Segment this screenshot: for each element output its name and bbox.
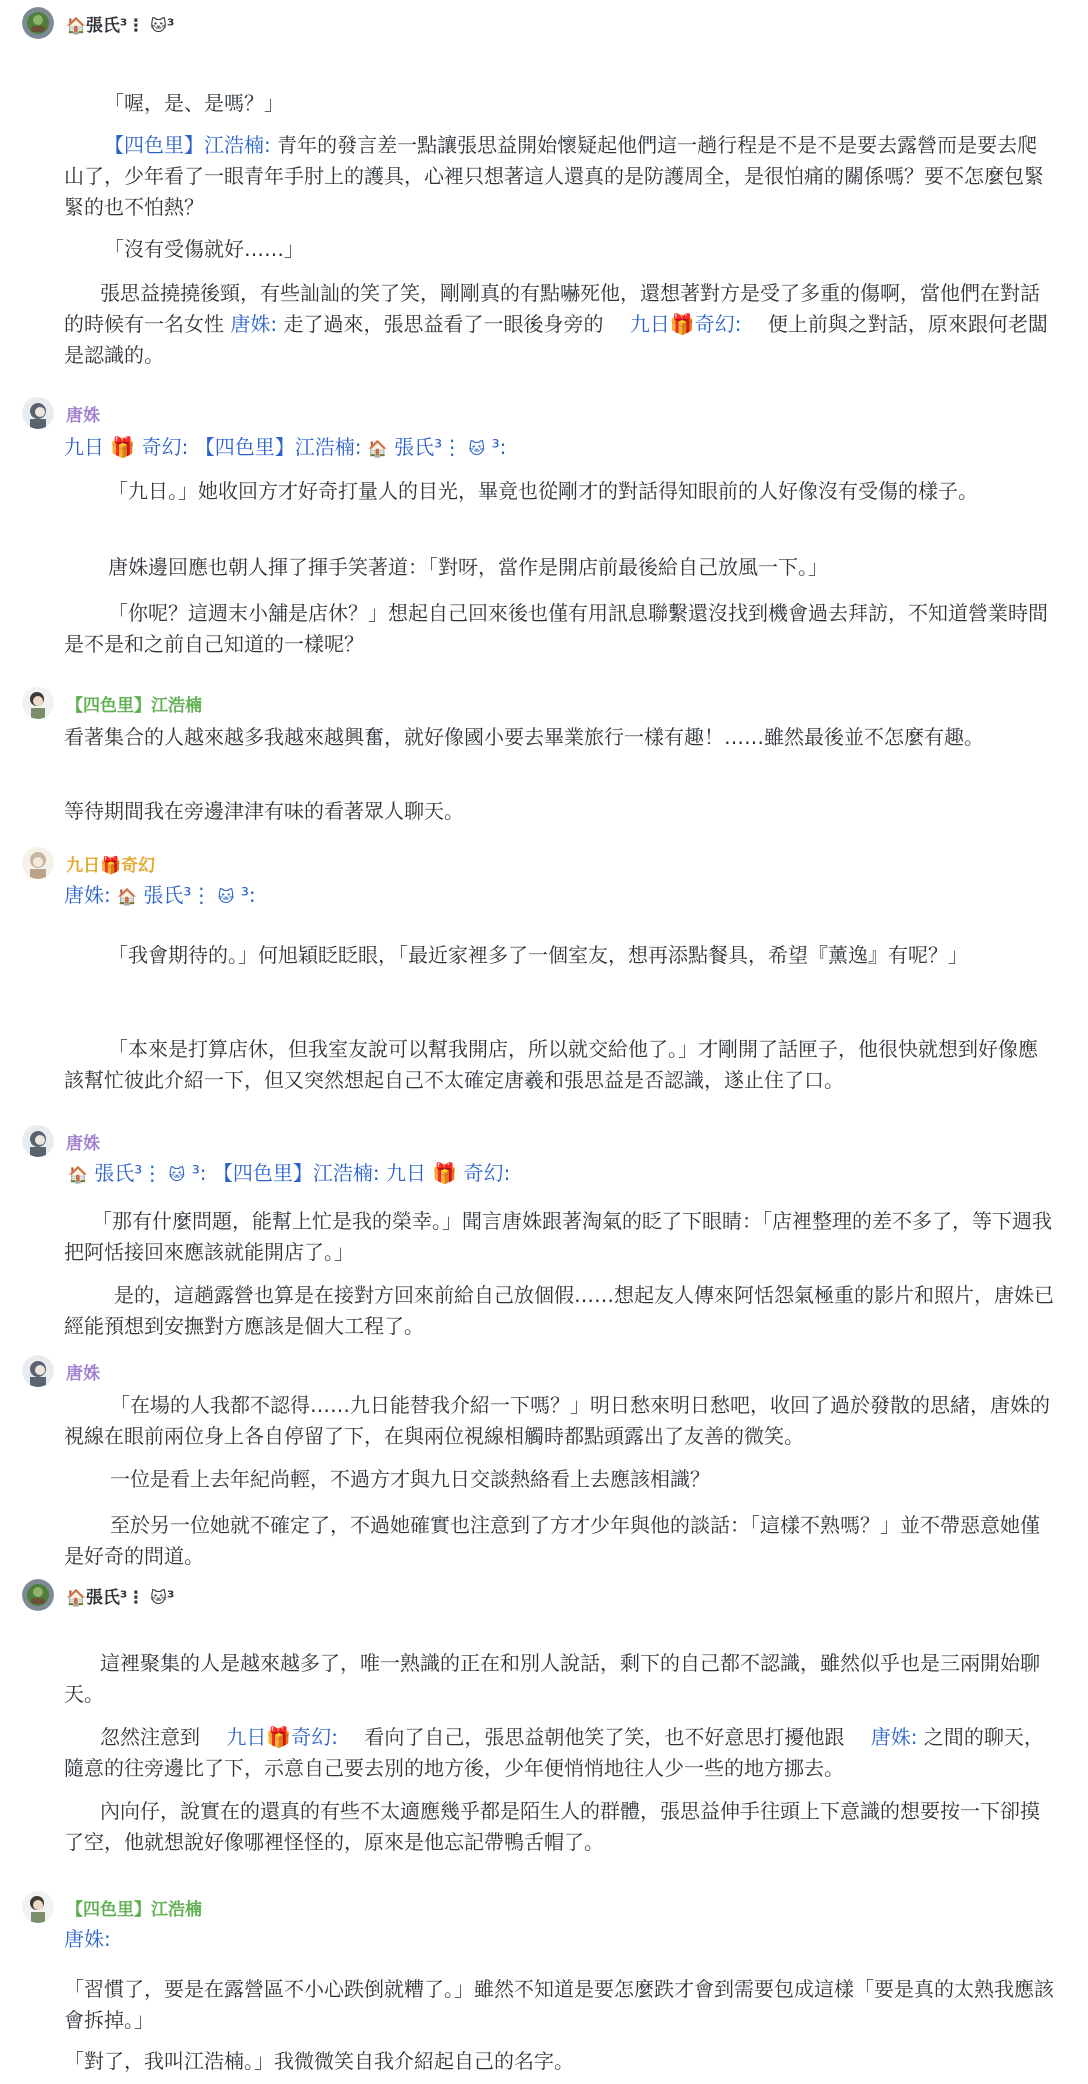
user-mention[interactable]: 唐姝:	[64, 883, 111, 907]
message-header	[22, 686, 202, 720]
user-mention[interactable]: 九日 🎁 奇幻:	[64, 435, 189, 459]
message-text: 這裡聚集的人是越來越多了，唯一熟識的正在和別人說話，剩下的自己都不認識，雖然似乎也是三兩開始聊天。	[64, 1651, 1040, 1706]
message-text: 唐姝邊回應也朝人揮了揮手笑著道：「對呀，當作是開店前最後給自己放風一下。」	[108, 555, 828, 579]
message-text: 等待期間我在旁邊津津有味的看著眾人聊天。	[64, 799, 464, 823]
reply-mentions	[64, 880, 1054, 912]
house-emoji: 🏠	[66, 15, 86, 35]
message-text: 忽然注意到 九日🎁奇幻: 看向了自己，張思益朝他笑了笑，也不好意思打擾他跟 唐姝: 之間的聊天，隨意的往旁邊比了下，示意自己要去別的地方後，少年便悄悄地往人少一些的地方挪去。	[64, 1725, 1044, 1780]
user-mention[interactable]: 唐姝:	[870, 1725, 918, 1749]
user-mention[interactable]: 【四色里】江浩楠:	[194, 435, 362, 459]
message-header	[22, 1354, 100, 1388]
avatar[interactable]	[22, 1125, 54, 1157]
message-text: 「喔，是、是嗎？」	[104, 91, 284, 115]
message-text: 「九日。」她收回方才好奇打量人的目光，畢竟也從剛才的對話得知眼前的人好像沒有受傷的樣子。	[108, 479, 978, 503]
user-mention[interactable]: 🏠 張氏³⋮ 🐱 ³:	[367, 435, 507, 459]
reply-mentions	[68, 1158, 1058, 1190]
username[interactable]: 九日🎁奇幻	[66, 855, 156, 876]
message-text: 是的，這趟露營也算是在接對方回來前給自己放個假……想起友人傳來阿恬怨氣極重的影片和照片，唐姝已經能預想到安撫對方應該是個大工程了。	[64, 1283, 1054, 1338]
avatar[interactable]	[22, 1891, 54, 1923]
user-mention[interactable]: 九日 🎁 奇幻:	[385, 1161, 511, 1185]
username[interactable]: 唐姝	[66, 1363, 100, 1384]
message-text: 「習慣了，要是在露營區不小心跌倒就糟了。」雖然不知道是要怎麼跌才會到需要包成這樣「要是真的太熟我應該會拆掉。」	[64, 1977, 1054, 2032]
username[interactable]: 【四色里】江浩楠	[66, 695, 202, 716]
user-mention[interactable]: 九日🎁奇幻:	[226, 1725, 339, 1749]
message-text: 看著集合的人越來越多我越來越興奮，就好像國小要去畢業旅行一樣有趣！……雖然最後並不怎麼有趣。	[64, 725, 984, 749]
message-text: 「那有什麼問題，能幫上忙是我的榮幸。」聞言唐姝跟著淘氣的眨了下眼睛：「店裡整理的差不多了，等下週我把阿恬接回來應該就能開店了。」	[64, 1209, 1052, 1264]
username[interactable]: 🏠張氏³⋮ 🐱³	[66, 15, 175, 36]
username[interactable]: 唐姝	[66, 1133, 100, 1154]
cat-emoji: 🐱	[150, 15, 167, 35]
user-mention[interactable]: 【四色里】江浩楠:	[212, 1161, 380, 1185]
avatar[interactable]	[22, 847, 54, 879]
message-text: 至於另一位她就不確定了，不過她確實也注意到了方才少年與他的談話：「這樣不熟嗎？」並不帶惡意她僅是好奇的問道。	[64, 1513, 1040, 1568]
message-text: 「沒有受傷就好……」	[104, 237, 304, 261]
message-text: 張思益撓撓後頸，有些訕訕的笑了笑，剛剛真的有點嚇死他，還想著對方是受了多重的傷啊，當他們在對話的時候有一名女性 唐姝: 走了過來，張思益看了一眼後身旁的 九日🎁奇幻: 便上前與之對話，原來跟何老闆是認識的。	[64, 281, 1048, 367]
message-header	[22, 1124, 100, 1158]
message-header	[22, 6, 174, 40]
user-mention[interactable]: 🏠 張氏³⋮ 🐱 ³:	[68, 1161, 207, 1185]
avatar[interactable]	[22, 7, 54, 39]
gift-emoji: 🎁	[100, 855, 122, 876]
message-text: 「我會期待的。」何旭穎眨眨眼，「最近家裡多了一個室友，想再添點餐具，希望『薰逸』有呢？」	[108, 943, 968, 967]
user-mention[interactable]: 唐姝:	[230, 312, 278, 336]
message-text: 【四色里】江浩楠: 青年的發言差一點讓張思益開始懷疑起他們這一趟行程是不是不是要去露營而是要去爬山了，少年看了一眼青年手肘上的護具，心裡只想著這人還真的是防護周全，是很怕痛的關係嗎？要不怎麼包緊緊的也不怕熱？	[64, 133, 1044, 219]
user-mention[interactable]: 唐姝:	[64, 1927, 111, 1951]
message-text: 「在場的人我都不認得……九日能替我介紹一下嗎？」明日愁來明日愁吧，收回了過於發散的思緒，唐姝的視線在眼前兩位身上各自停留了下，在與兩位視線相觸時都點頭露出了友善的微笑。	[64, 1393, 1050, 1448]
username[interactable]: 🏠張氏³⋮ 🐱³	[66, 1587, 175, 1608]
message-header	[22, 396, 100, 430]
avatar[interactable]	[22, 1355, 54, 1387]
user-mention[interactable]: 【四色里】江浩楠:	[104, 133, 271, 157]
message-header	[22, 846, 155, 880]
user-mention[interactable]: 🏠 張氏³⋮ 🐱 ³:	[117, 883, 256, 907]
user-mention[interactable]: 九日🎁奇幻:	[629, 312, 742, 336]
message-text: 「本來是打算店休，但我室友說可以幫我開店，所以就交給他了。」才剛開了話匣子，他很快就想到好像應該幫忙彼此介紹一下，但又突然想起自己不太確定唐羲和張思益是否認識，遂止住了口。	[64, 1037, 1038, 1092]
message-text: 「對了，我叫江浩楠。」我微微笑自我介紹起自己的名字。	[64, 2049, 574, 2073]
gift-emoji: 🎁	[669, 312, 695, 336]
username[interactable]: 唐姝	[66, 405, 100, 426]
avatar[interactable]	[22, 1579, 54, 1611]
message-header	[22, 1890, 202, 1924]
message-text: 一位是看上去年紀尚輕，不過方才與九日交談熱絡看上去應該相識？	[110, 1467, 710, 1491]
reply-mentions	[64, 432, 1054, 464]
avatar[interactable]	[22, 687, 54, 719]
message-header	[22, 1578, 174, 1612]
avatar[interactable]	[22, 397, 54, 429]
message-text: 內向仔，說實在的還真的有些不太適應幾乎都是陌生人的群體，張思益伸手往頭上下意識的想要按一下卻摸了空，他就想說好像哪裡怪怪的，原來是他忘記帶鴨舌帽了。	[64, 1799, 1040, 1854]
message-text: 「你呢？這週末小舖是店休？」想起自己回來後也僅有用訊息聯繫還沒找到機會過去拜訪，不知道營業時間是不是和之前自己知道的一樣呢？	[64, 601, 1048, 656]
username[interactable]: 【四色里】江浩楠	[66, 1899, 202, 1920]
reply-mentions	[64, 1924, 1054, 1955]
